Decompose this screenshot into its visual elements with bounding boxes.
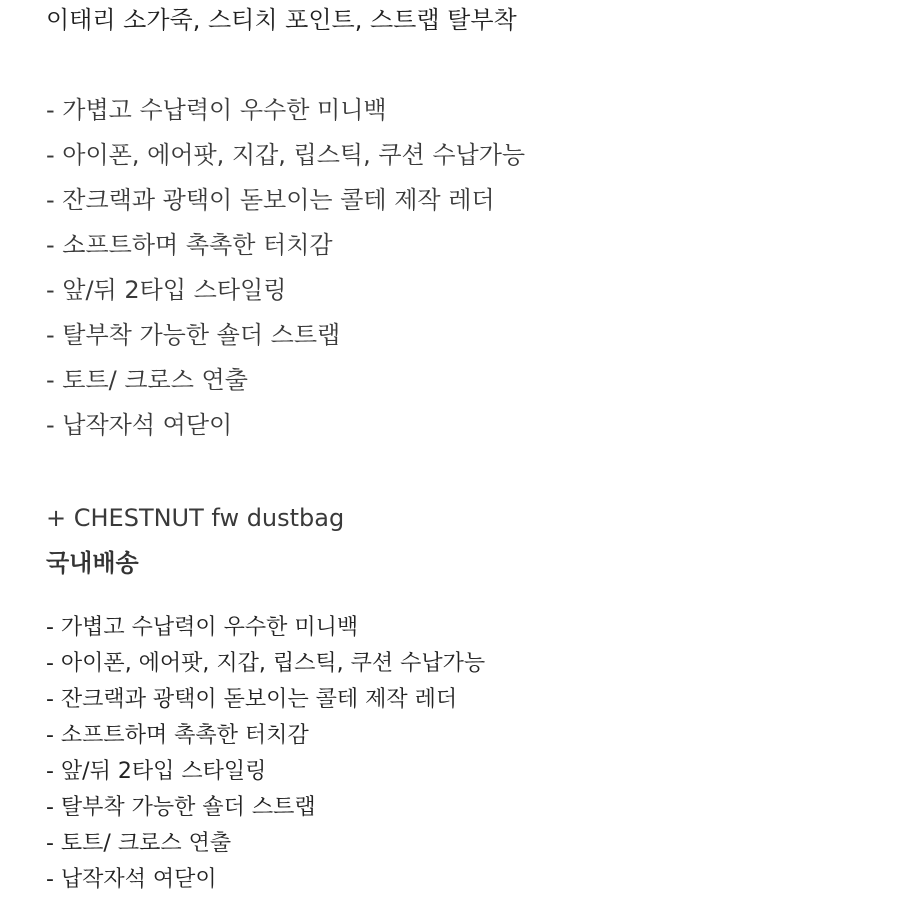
- list-item: - 탈부착 가능한 숄더 스트랩: [46, 795, 316, 820]
- list-item: - 잔크랙과 광택이 돋보이는 콜테 제작 레더: [46, 186, 495, 214]
- list-item: - 납작자석 여닫이: [46, 411, 233, 439]
- dustbag-note: + CHESTNUT fw dustbag: [46, 504, 345, 532]
- list-item: - 잔크랙과 광택이 돋보이는 콜테 제작 레더: [46, 687, 458, 712]
- list-item: - 토트/ 크로스 연출: [46, 831, 232, 856]
- list-item: - 아이폰, 에어팟, 지갑, 립스틱, 쿠션 수납가능: [46, 141, 526, 169]
- list-item: - 가볍고 수납력이 우수한 미니백: [46, 615, 359, 640]
- product-title: 이태리 소가죽, 스티치 포인트, 스트랩 탈부착: [46, 6, 517, 34]
- list-item: - 소프트하며 촉촉한 터치감: [46, 723, 309, 748]
- list-item: - 납작자석 여닫이: [46, 867, 217, 892]
- list-item: - 아이폰, 에어팟, 지갑, 립스틱, 쿠션 수납가능: [46, 651, 486, 676]
- list-item: - 탈부착 가능한 숄더 스트랩: [46, 321, 341, 349]
- list-item: - 가볍고 수납력이 우수한 미니백: [46, 96, 387, 124]
- list-item: - 앞/뒤 2타입 스타일링: [46, 276, 287, 304]
- list-item: - 토트/ 크로스 연출: [46, 366, 248, 394]
- list-item: - 소프트하며 촉촉한 터치감: [46, 231, 333, 259]
- list-item: - 앞/뒤 2타입 스타일링: [46, 759, 267, 784]
- shipping-heading: 국내배송: [46, 549, 139, 577]
